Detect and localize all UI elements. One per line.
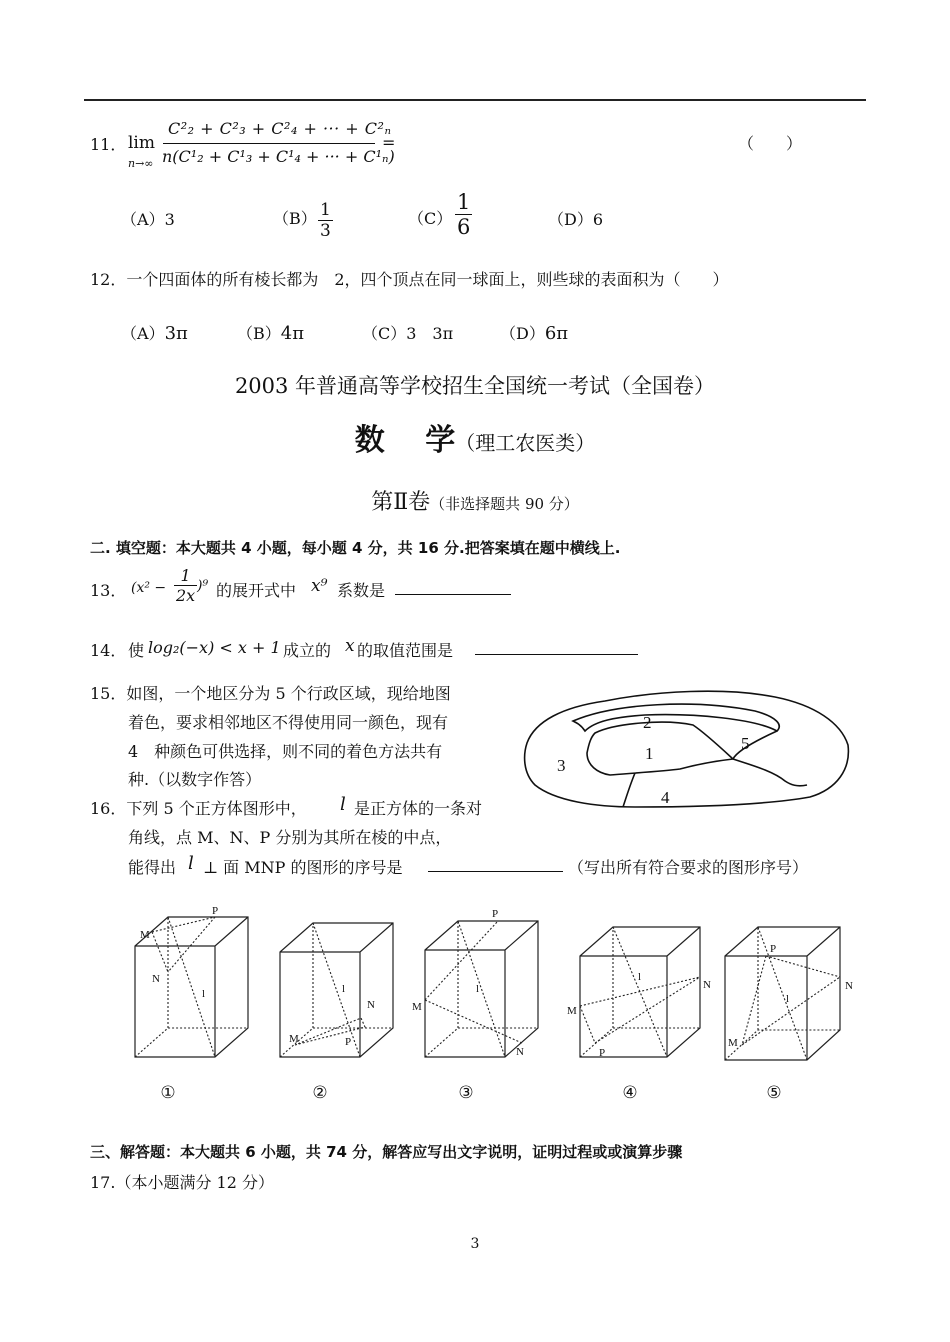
svg-text:P: P [212,905,219,917]
part2-main: 第Ⅱ卷 [371,490,431,515]
q16-line1-var: l [340,794,346,815]
svg-text:N: N [367,999,375,1011]
subject-main: 数 学 [354,423,456,458]
q11-lim: lim [128,133,155,153]
svg-text:P: P [345,1036,352,1048]
svg-text:N: N [516,1046,524,1058]
figure-number-5: ⑤ [766,1083,782,1102]
cube-figure-5 [725,927,853,1060]
q11-numerator: C²₂ + C²₃ + C²₄ + ··· + C²ₙ [168,119,392,138]
q16-line1-b: 是正方体的一条对 [354,799,483,818]
map-label-2: 2 [643,713,652,732]
cube-figure-4 [567,927,711,1059]
q13-text-b: 系数是 [337,581,386,600]
svg-text:l: l [638,971,642,983]
exam-title: 2003 年普通高等学校招生全国统一考试（全国卷） [234,374,716,398]
svg-text:N: N [703,979,711,991]
q15-line-4: 种.（以数字作答） [128,770,262,789]
q13-number: 13． [90,581,127,600]
q16-answer-blank[interactable] [428,855,563,872]
svg-text:l: l [202,988,206,1000]
q13-var: x⁹ [311,576,328,596]
q11-option-b-label: （B） [273,209,317,228]
part2-sub: （非选择题共 90 分） [430,495,579,513]
q11-fraction-bar [163,143,375,144]
q12-option-a: （A）3π [121,323,188,344]
q11-option-c-label: （C） [408,209,453,228]
q17-heading: 17.（本小题满分 12 分） [90,1173,274,1192]
map-ring-top-boundary [573,704,779,731]
map-label-3: 3 [557,756,566,775]
svg-text:P: P [770,943,777,955]
map-label-4: 4 [661,788,670,807]
map-outer-boundary [525,691,849,807]
q11-number: 11． [90,135,127,154]
q11-option-d: （D）6 [548,210,604,229]
map-border-2-5 [733,731,777,759]
svg-text:l: l [476,983,480,995]
cube-figure-1 [135,905,248,1057]
q13-text-a: 的展开式中 [216,581,297,600]
q11-equals: = [382,133,396,152]
q12-text: 12．一个四面体的所有棱长都为 2，四个顶点在同一球面上，则些球的表面积为（ ） [90,270,729,289]
q14-text-c: 的取值范围是 [357,641,454,660]
map-label-5: 5 [741,734,750,753]
q15-line-2: 着色，要求相邻地区不得使用同一颜色，现有 [128,713,449,732]
svg-text:M: M [289,1033,299,1045]
subject-sub: （理工农医类） [455,431,596,455]
header-rule [84,99,866,101]
section2-heading: 二. 填空题：本大题共 4 小题，每小题 4 分，共 16 分.把答案填在题中横线上. [90,539,621,557]
q12-option-d: （D）6π [500,323,569,344]
svg-text:P: P [492,908,499,920]
q11-option-b-fraction: $\frac{1}{3}$ [320,200,331,241]
q11-option-c-fraction: $\frac{1}{6}$ [457,190,471,239]
q16-line1-a: 16．下列 5 个正方体图形中， [90,799,307,818]
figure-number-2: ② [312,1083,328,1102]
subject-title [0,415,950,459]
q16-line3-var: l [188,853,194,874]
svg-text:M: M [140,929,150,941]
region-map-figure [515,685,855,810]
q14-answer-blank[interactable] [475,638,638,655]
q14-text-a: 使 [128,641,145,660]
svg-text:P: P [599,1047,606,1059]
q14-expr: log₂(−x) < x + 1 [148,638,281,657]
figure-number-4: ④ [622,1083,638,1102]
q11-denominator: n(C¹₂ + C¹₃ + C¹₄ + ··· + C¹ₙ) [162,147,395,166]
q11-option-a: （A）3 [121,210,175,229]
part2-title [0,485,950,516]
section3-heading: 三、解答题：本大题共 6 小题，共 74 分，解答应写出文字说明，证明过程或或演算步骤 [90,1143,683,1161]
q14-text-b: 成立的 [283,641,332,660]
q13-expr-left: (x² − [131,580,167,596]
q13-expr-right: )⁹ [197,578,209,594]
q14-number: 14． [90,641,127,660]
map-border-3-4 [623,773,635,807]
q16-line3-b: ⊥ 面 MNP 的图形的序号是 [203,858,403,877]
svg-text:M: M [567,1005,577,1017]
q11-lim-sub: n→∞ [128,157,154,170]
svg-text:M: M [728,1037,738,1049]
q16-line2: 角线，点 M、N、P 分别为其所在棱的中点， [128,828,452,847]
map-label-1: 1 [645,744,654,763]
figure-number-3: ③ [458,1083,474,1102]
q11-answer-paren: （ ） [738,134,803,153]
q12-option-b: （B）4π [237,323,305,344]
map-region-1-boundary [587,722,733,775]
cube-figures [120,900,860,1110]
q13-answer-blank[interactable] [395,578,511,595]
q13-fraction: $\frac{1}{2x}$ [176,566,196,605]
svg-text:N: N [845,980,853,992]
q12-option-c: （C）3 3π [362,324,454,343]
cube-figure-3 [412,908,538,1058]
q14-var: x [345,636,355,656]
svg-text:l: l [786,993,790,1005]
cube-figure-2 [280,923,393,1057]
figure-number-1: ① [160,1083,176,1102]
svg-text:l: l [342,983,346,995]
svg-text:N: N [152,973,160,985]
map-border-4-5 [733,759,807,786]
q15-line-1: 15．如图，一个地区分为 5 个行政区域，现给地图 [90,684,451,703]
q16-line3-c: （写出所有符合要求的图形序号） [568,858,809,877]
q16-line3-a: 能得出 [128,858,177,877]
svg-text:M: M [412,1001,422,1013]
page-number: 3 [470,1236,480,1252]
q15-line-3: 4 种颜色可供选择，则不同的着色方法共有 [128,742,443,761]
